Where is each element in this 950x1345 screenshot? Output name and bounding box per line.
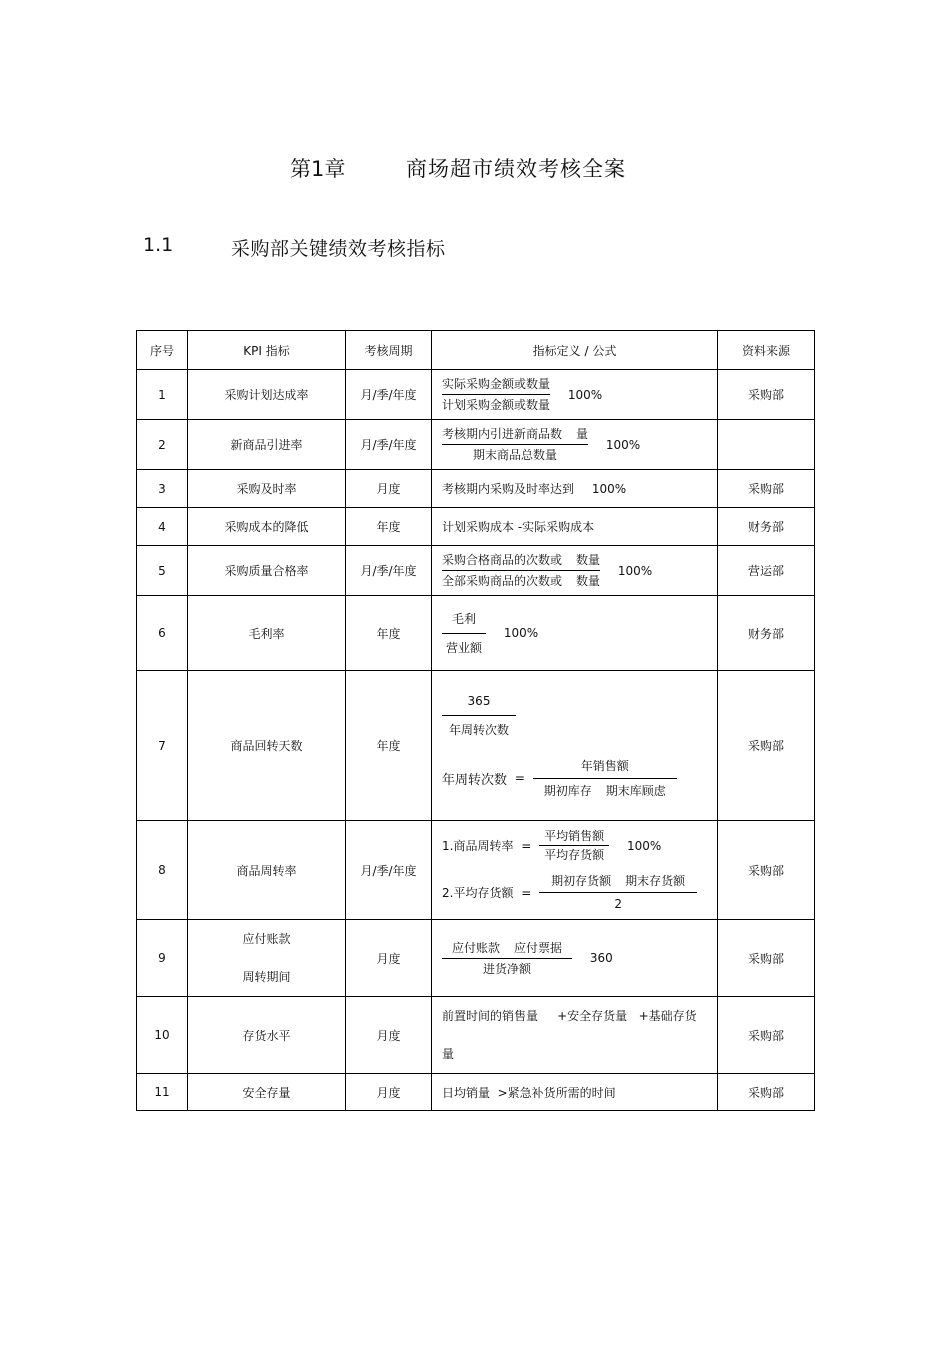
data-source: 营运部 [718, 546, 815, 596]
data-source: 采购部 [718, 671, 815, 821]
fraction [442, 611, 486, 656]
numerator-part: 数量 [576, 553, 601, 567]
kpi-name: 安全存量 [188, 1074, 346, 1111]
row-number: 3 [137, 470, 188, 508]
formula-line [442, 693, 717, 738]
multiplier: 360 [589, 951, 613, 965]
kpi-table [136, 330, 815, 1111]
multiplier: 100% [627, 838, 662, 853]
multiplier: 100% [567, 387, 603, 402]
denominator: 平均存货额 [544, 848, 605, 862]
fraction-bar [539, 892, 697, 893]
kpi-name: 采购计划达成率 [188, 370, 346, 420]
data-source: 财务部 [718, 596, 815, 671]
denominator-part: 期初库存 [543, 783, 592, 798]
formula-cell [432, 920, 718, 997]
formula-text: 考核期内采购及时率达到 [442, 482, 575, 496]
denominator-part: 期末库顾虑 [605, 783, 666, 798]
header-kpi: KPI 指标 [188, 331, 346, 370]
numerator-part: 量 [576, 427, 589, 441]
row-number: 6 [137, 596, 188, 671]
header-source: 资料来源 [718, 331, 815, 370]
formula-cell [432, 671, 718, 821]
row-number: 10 [137, 997, 188, 1074]
numerator-part: 应付账款 [451, 940, 500, 955]
fraction [533, 758, 677, 799]
numerator-part: 期末存货额 [625, 874, 686, 888]
denominator: 进货净额 [482, 961, 531, 976]
numerator-part: 应付票据 [514, 940, 563, 955]
fraction-bar [442, 394, 550, 395]
data-source: 采购部 [718, 1074, 815, 1111]
denominator: 年周转次数 [448, 722, 509, 737]
fraction-bar [442, 633, 486, 634]
row-number: 5 [137, 546, 188, 596]
data-source: 采购部 [718, 370, 815, 420]
kpi-name: 采购成本的降低 [188, 508, 346, 546]
table-row [137, 671, 815, 821]
review-period: 年度 [346, 596, 432, 671]
fraction [442, 426, 588, 463]
header-period: 考核周期 [346, 331, 432, 370]
numerator-part: 考核期内引进新商品数 [442, 427, 563, 441]
formula-line [442, 758, 717, 799]
numerator: 365 [467, 693, 491, 708]
denominator: 期末商品总数量 [473, 448, 558, 462]
fraction-bar [539, 845, 609, 846]
data-source: 采购部 [718, 920, 815, 997]
numerator [442, 940, 572, 956]
denominator [442, 573, 600, 589]
formula-cell [432, 821, 718, 920]
section-title: 采购部关键绩效考核指标 [231, 238, 446, 260]
multiplier: 100% [503, 626, 539, 640]
formula-text: 日均销量 >紧急补货所需的时间 [442, 1085, 616, 1100]
fraction [442, 940, 572, 977]
table-row [137, 470, 815, 508]
equals-sign: = [521, 885, 532, 900]
formula-line: 量 [442, 1047, 455, 1061]
table-row [137, 508, 815, 546]
numerator [442, 426, 588, 442]
review-period: 月度 [346, 997, 432, 1074]
denominator: 2 [614, 897, 622, 911]
fraction-bar [442, 444, 588, 445]
formula-line: 前置时间的销售量 +安全存货量 +基础存货 [442, 1009, 697, 1023]
review-period: 月度 [346, 1074, 432, 1111]
formula-cell [432, 470, 718, 508]
formula-line [442, 873, 717, 912]
fraction-bar [442, 958, 572, 959]
formula-cell [432, 370, 718, 420]
table-row [137, 920, 815, 997]
table-row [137, 546, 815, 596]
table-row [137, 596, 815, 671]
fraction-bar [533, 778, 677, 779]
equals-sign: = [521, 838, 532, 853]
kpi-name: 新商品引进率 [188, 420, 346, 470]
kpi-name: 商品回转天数 [188, 671, 346, 821]
data-source: 采购部 [718, 470, 815, 508]
review-period: 月度 [346, 920, 432, 997]
fraction [539, 828, 609, 863]
chapter-title: 商场超市绩效考核全案 [406, 157, 626, 181]
row-number: 9 [137, 920, 188, 997]
kpi-name: 采购质量合格率 [188, 546, 346, 596]
fraction-bar [442, 570, 600, 571]
table-row [137, 821, 815, 920]
denominator-part: 全部采购商品的次数或 [442, 574, 563, 588]
formula-cell [432, 508, 718, 546]
data-source: 财务部 [718, 508, 815, 546]
kpi-name [188, 920, 346, 997]
section-heading [0, 234, 950, 264]
formula-cell [432, 596, 718, 671]
numerator: 毛利 [451, 611, 476, 626]
review-period: 月度 [346, 470, 432, 508]
numerator-part: 采购合格商品的次数或 [442, 553, 563, 567]
formula-cell [432, 1074, 718, 1111]
review-period: 年度 [346, 671, 432, 821]
formula-label: 2.平均存货额 [442, 886, 514, 900]
denominator: 营业额 [445, 640, 482, 655]
numerator: 平均销售额 [544, 829, 605, 843]
kpi-name-line: 应付账款 [242, 932, 291, 946]
formula-label: 年周转次数 [442, 772, 508, 788]
fraction-bar [442, 715, 516, 716]
table-row [137, 420, 815, 470]
formula-text: 计划采购成本 -实际采购成本 [442, 520, 595, 534]
row-number: 8 [137, 821, 188, 920]
formula-label: 1.商品周转率 [442, 839, 514, 853]
table-row [137, 997, 815, 1074]
section-number: 1.1 [143, 234, 174, 256]
formula-cell [432, 997, 718, 1074]
row-number: 11 [137, 1074, 188, 1111]
row-number: 7 [137, 671, 188, 821]
denominator [533, 783, 677, 799]
table-row [137, 370, 815, 420]
data-source: 采购部 [718, 821, 815, 920]
row-number: 4 [137, 508, 188, 546]
data-source [718, 420, 815, 470]
header-no: 序号 [137, 331, 188, 370]
chapter-heading [0, 153, 950, 187]
fraction [442, 693, 516, 738]
fraction [442, 376, 550, 413]
kpi-name-line: 周转期间 [242, 970, 291, 984]
kpi-name: 商品周转率 [188, 821, 346, 920]
fraction [539, 873, 697, 912]
multiplier: 100% [617, 563, 653, 578]
kpi-name: 存货水平 [188, 997, 346, 1074]
numerator [539, 873, 697, 889]
review-period: 年度 [346, 508, 432, 546]
formula-cell [432, 420, 718, 470]
fraction [442, 552, 600, 589]
table-header-row [137, 331, 815, 370]
kpi-name: 毛利率 [188, 596, 346, 671]
review-period: 月/季/年度 [346, 546, 432, 596]
denominator-part: 数量 [576, 574, 601, 588]
chapter-number: 第1章 [290, 157, 346, 181]
formula-line [442, 828, 717, 863]
row-number: 2 [137, 420, 188, 470]
review-period: 月/季/年度 [346, 420, 432, 470]
data-source: 采购部 [718, 997, 815, 1074]
numerator: 年销售额 [580, 758, 629, 773]
review-period: 月/季/年度 [346, 821, 432, 920]
review-period: 月/季/年度 [346, 370, 432, 420]
numerator-part: 期初存货额 [551, 874, 612, 888]
multiplier: 100% [605, 437, 641, 452]
header-formula: 指标定义 / 公式 [432, 331, 718, 370]
numerator: 实际采购金额或数量 [442, 377, 551, 391]
equals-sign: = [514, 771, 525, 785]
kpi-name: 采购及时率 [188, 470, 346, 508]
numerator [442, 552, 600, 568]
table-row [137, 1074, 815, 1111]
row-number: 1 [137, 370, 188, 420]
multiplier: 100% [591, 481, 627, 496]
formula-cell [432, 546, 718, 596]
denominator: 计划采购金额或数量 [442, 398, 551, 412]
